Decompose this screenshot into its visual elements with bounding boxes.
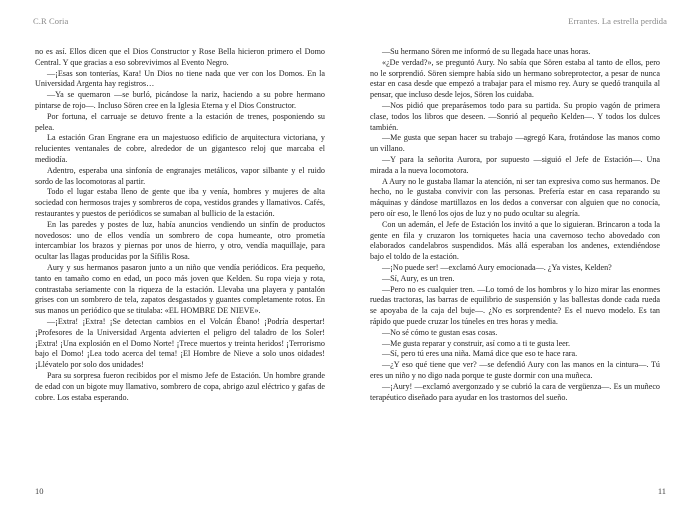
paragraph: —Su hermano Sören me informó de su llegada hace unas horas. xyxy=(382,47,591,56)
paragraph: —Y para la señorita Aurora, por supuesto —siguió el Jefe de Estación—. Una mirada a la nueva locomotora. xyxy=(370,154,660,175)
paragraph: Para su sorpresa fueron recibidos por el mismo Jefe de Estación. Un hombre grande de edad con un bigote muy llamativo, sombrero de copa, abrigo azul eléctrico y gafas de cobre. Los estaba esperando. xyxy=(35,370,325,402)
paragraph: Con un ademán, el Jefe de Estación los invitó a que lo siguieran. Brincaron a toda la gente en fila y cruzaron los torniquetes hacia una cavernoso techo abovedado con elaborados candelabros suspendidos. Más allá esperaban los andenes, extendiéndose bajo el toldo de la estación. xyxy=(370,219,660,262)
paragraph: «¿De verdad?», se preguntó Aury. No sabía que Sören estaba al tanto de ellos, pero no le sorprendió. Sören siempre había sido un hermano sobreprotector, a pesar de nunca estar en casa desde que empezó a trabajar para el mismo rey. Aury se quedó tranquila al pensar, que incluso desde lejos, Sören los cuidaba. xyxy=(370,57,660,100)
right-page-body xyxy=(370,47,660,403)
right-page-number: 11 xyxy=(657,486,666,496)
paragraph: —Nos pidió que preparásemos todo para su partida. Su propio vagón de primera clase, todos los libros que deseen. —Sonrió al pequeño Kelden—. Y todos los dulces también. xyxy=(370,100,660,132)
paragraph: —Pero no es cualquier tren. —Lo tomó de los hombros y lo hizo mirar las enormes ruedas tractoras, las barras de equilibrio de suspensión y las ballestas donde cada rueda se apoyaba de la caja del buje—. ¿No es sorprendente? Es el nuevo modelo. Es tan rápido que puede cruzar los túneles en tres horas y media. xyxy=(370,284,660,326)
paragraph: —¡Aury! —exclamó avergonzado y se cubrió la cara de vergüenza—. Es un muñeco terapéutico diseñado para ayudar en los trastornos del sueño. xyxy=(370,381,660,402)
paragraph: Aury y sus hermanos pasaron junto a un niño que vendía periódicos. Era pequeño, tanto en tamaño como en edad, un poco más joven que Kelden. Su ropa vieja y rota, contrastaba seriamente con la riqueza de la estación. Llevaba una playera y pantalón grises con un sombrero de tela, zapatos desgastados y guantes completamente rotos. En sus manos un periódico que se titulaba: «EL HOMBRE DE NIEVE». xyxy=(35,262,325,316)
paragraph: —Me gusta reparar y construir, así como a ti te gusta leer. xyxy=(382,338,571,348)
paragraph: La estación Gran Engrane era un majestuoso edificio de arquitectura victoriana, y relucientes ventanales de cobre, alrededor de un gigantesco reloj que marcaba el mediodía. xyxy=(35,133,325,164)
paragraph: A Aury no le gustaba llamar la atención, ni ser tan expresiva como sus hermanos. De hecho, no le gustaba convivir con las personas. Prefería estar en casa reparando su máquinas y dándose martillazos en los dedos a conversar con alguien que no conocía, pero oír eso, le llenó los ojos de luz y no pudo ocultar su alegría. xyxy=(370,176,660,218)
paragraph: Todo el lugar estaba lleno de gente que iba y venía, hombres y mujeres de alta sociedad con hermosos trajes y sombreros de copa, vestidos grandes y llamativos. Cafés, restaurantes y puestos de periódicos se sumaban al bullicio de la estación. xyxy=(35,187,325,218)
left-running-head: C.R Coria xyxy=(33,16,69,26)
paragraph: Adentro, esperaba una sinfonía de engranajes metálicos, vapor silbante y el ruido sordo de las locomotoras al partir. xyxy=(35,165,325,186)
paragraph: —¡No puede ser! —exclamó Aury emocionada—. ¿Ya vistes, Kelden? xyxy=(382,262,612,272)
paragraph: no es así. Ellos dicen que el Dios Constructor y Rose Bella hicieron primero el Domo Central. Y que gracias a eso sobrevivimos al Evento Negro. xyxy=(35,47,325,67)
left-page-body xyxy=(35,47,325,403)
paragraph: —Sí, pero tú eres una niña. Mamá dice que eso te hace rara. xyxy=(382,349,578,359)
paragraph: Por fortuna, el carruaje se detuvo frente a la estación de trenes, posponiendo su pelea. xyxy=(35,111,325,132)
paragraph: —¡Extra! ¡Extra! ¡Se detectan cambios en el Volcán Ébano! ¡Podría despertar! ¡Profesores de la Universidad Argenta advierten el peligro del taladro de los Soler! ¡Extra! ¡Una explosión en el Domo Norte! ¡Trece muertos y treinta heridos! ¡Terrorismo bajo el Domo! ¡Lea todo acerca del tema! ¡El Hombre de Nieve a solo unos oidades! ¡Llévatelo por solo dos unidades! xyxy=(35,316,325,370)
paragraph: —¡Esas son tonterías, Kara! Un Dios no tiene nada que ver con los Domos. En la Universidad Argenta hay registros… xyxy=(35,68,325,89)
paragraph: —¿Y eso qué tiene que ver? —se defendió Aury con las manos en la cintura—. Tú eres un niño y no digo nada porque te guste dormir con una muñeca. xyxy=(370,360,660,380)
right-page xyxy=(350,0,700,514)
paragraph: —No sé cómo te gustan esas cosas. xyxy=(382,327,498,337)
right-running-head: Errantes. La estrella perdida xyxy=(568,16,667,26)
paragraph: —Me gusta que sepan hacer su trabajo —agregó Kara, frotándose las manos como un villano. xyxy=(370,133,660,154)
paragraph: —Ya se quemaron —se burló, picándose la nariz, haciendo a su pobre hermano pintarse de rojo—. Incluso Sören cree en la Iglesia Eterna y el Dios Constructor. xyxy=(35,90,325,110)
left-page-number: 10 xyxy=(35,486,44,496)
paragraph: En las paredes y postes de luz, había anuncios vendiendo un sinfín de productos novedosos: uno de ellos vendía un sombrero de copa humeante, otro prometía intercambiar los brazos y piernas por unos de hierro, y otro, vendía maquillaje, para ocultar las llagas producidas por la Sífilis Rosa. xyxy=(35,219,325,262)
paragraph: —Sí, Aury, es un tren. xyxy=(382,273,455,283)
